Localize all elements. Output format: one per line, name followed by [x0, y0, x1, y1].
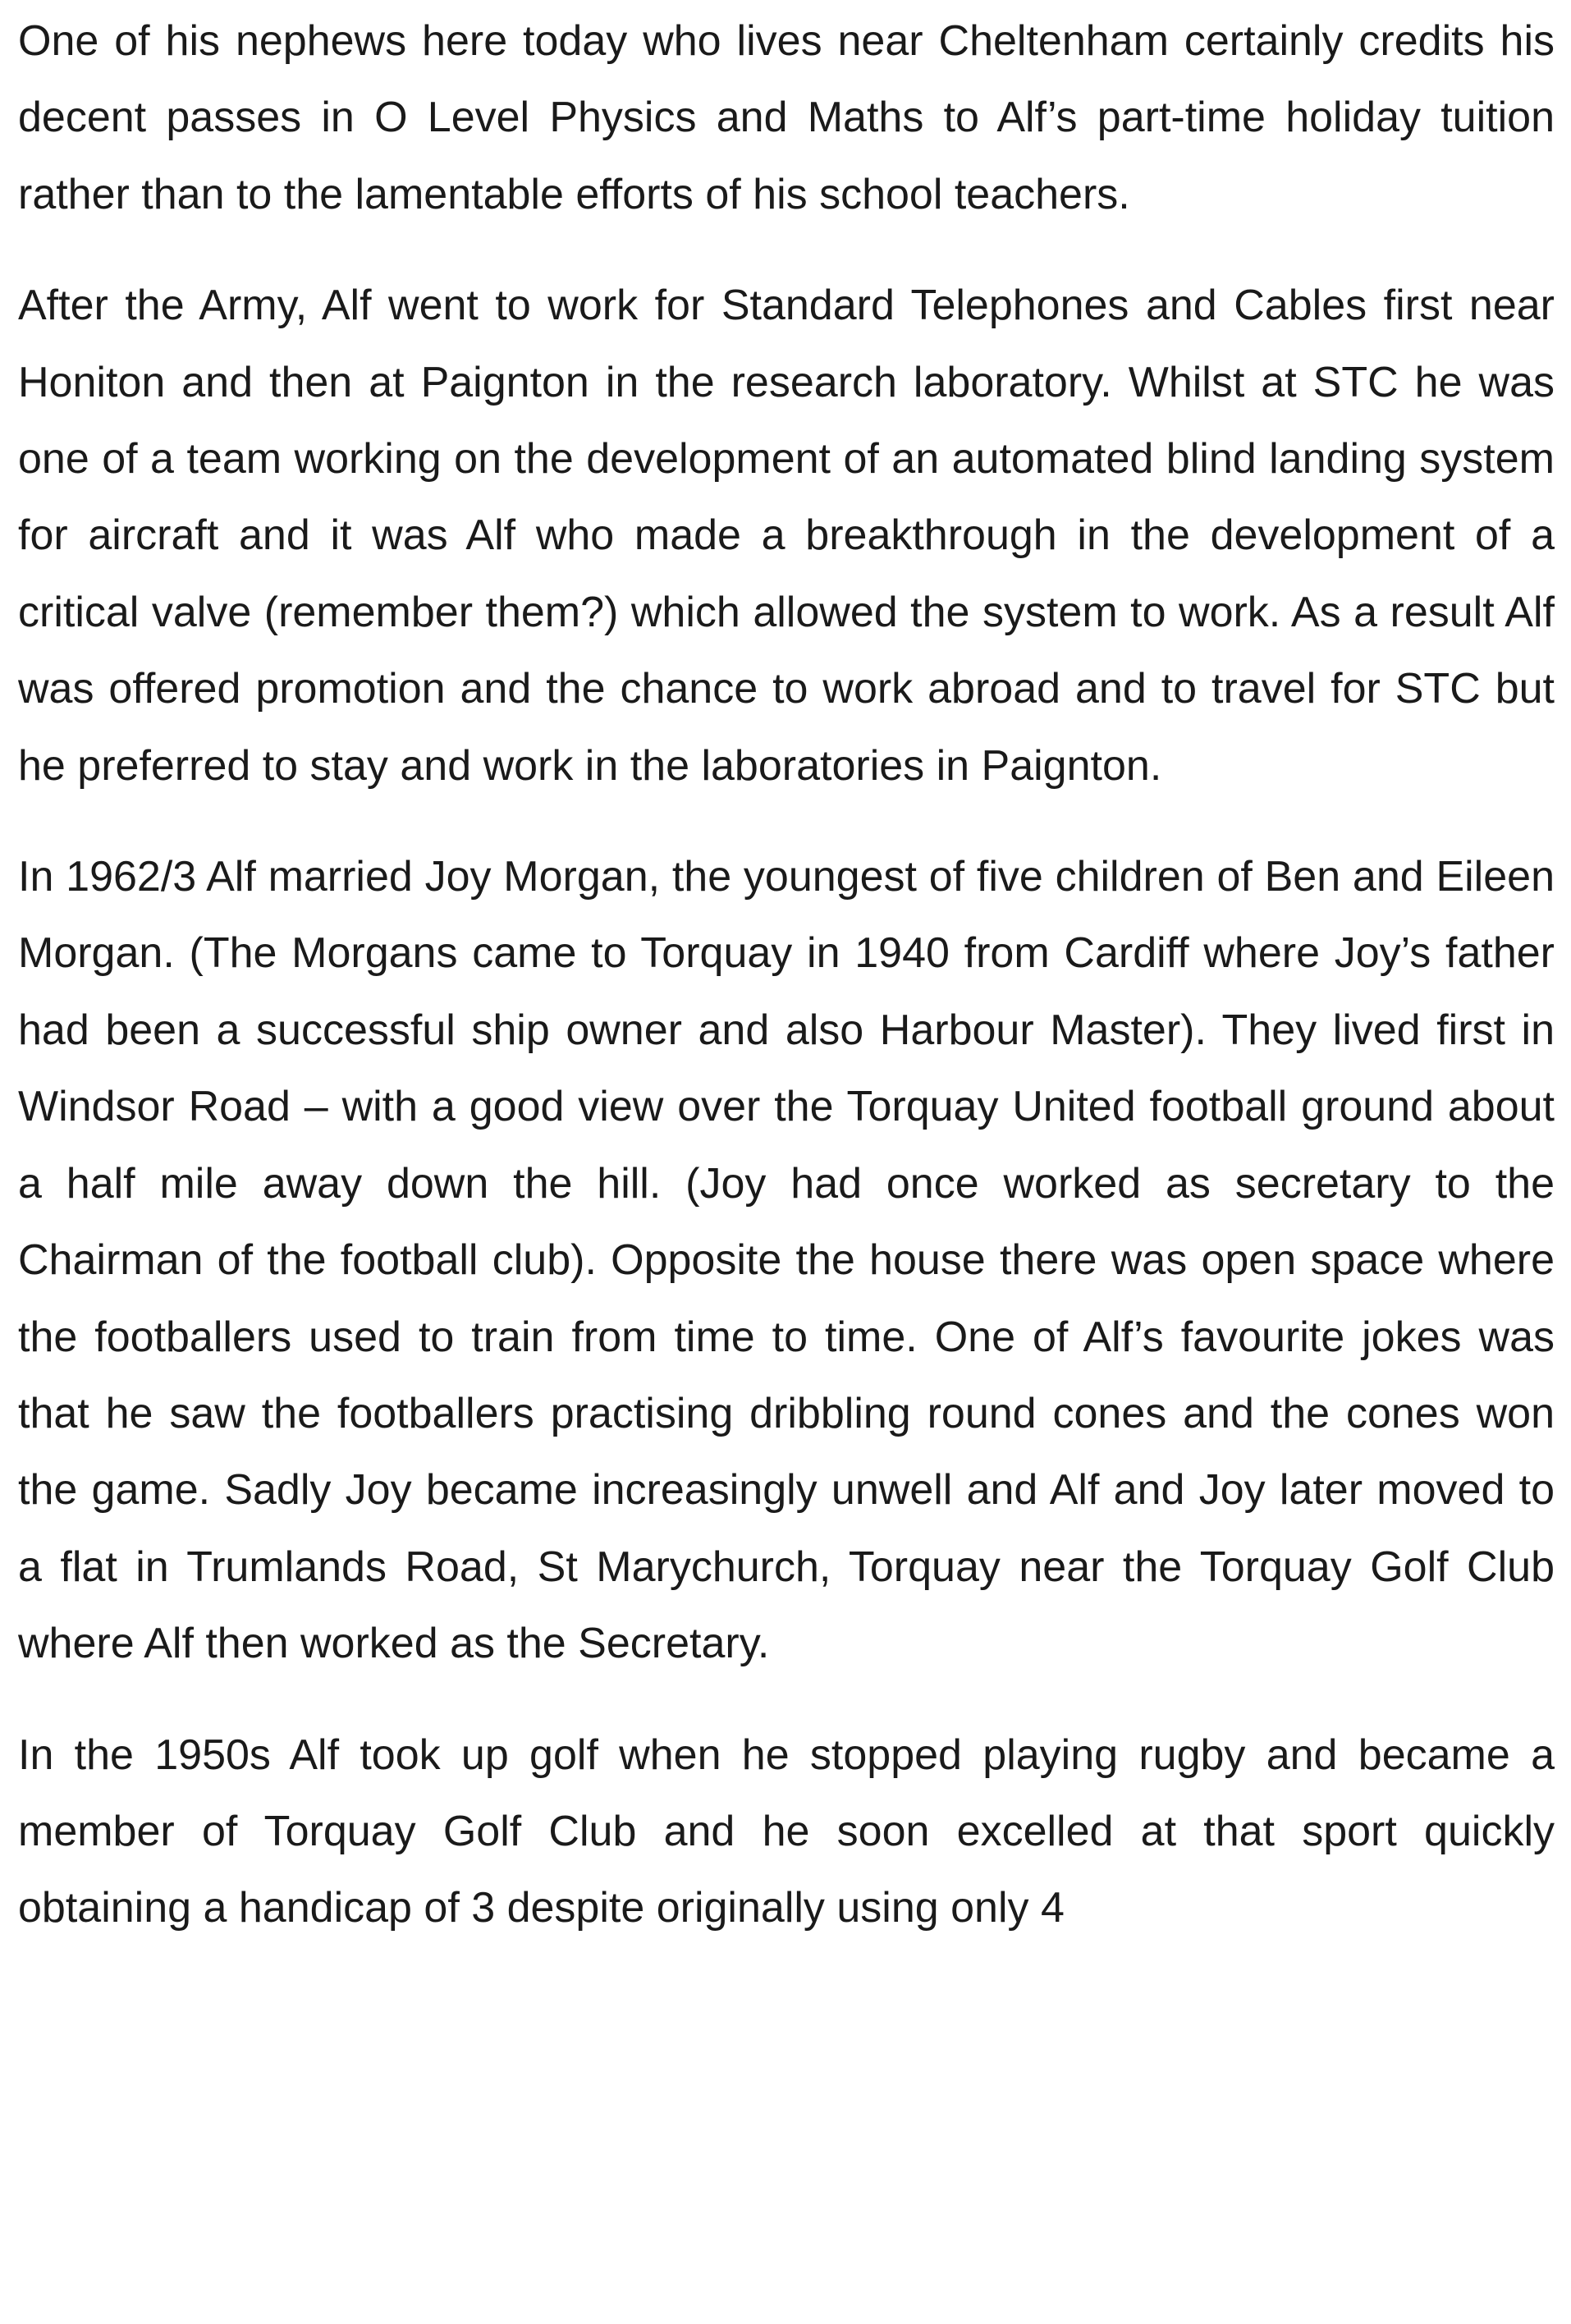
document-body [18, 3, 1555, 1947]
paragraph-marriage: In 1962/3 Alf married Joy Morgan, the youngest of five children of Ben and Eileen Morgan. (The Morgans came to Torquay in 1940 from Cardiff where Joy’s father had been a successful ship owner and also Harbour Master). They lived first in Windsor Road – with a good view over the Torquay United football ground about a half mile away down the hill. (Joy had once worked as secretary to the Chairman of the football club). Opposite the house there was open space where the footballers used to train from time to time. One of Alf’s favourite jokes was that he saw the footballers practising dribbling round cones and the cones won the game. Sadly Joy became increasingly unwell and Alf and Joy later moved to a flat in Trumlands Road, St Marychurch, Torquay near the Torquay Golf Club where Alf then worked as the Secretary. [18, 853, 1555, 1668]
paragraph-nephew-tuition: One of his nephews here today who lives near Cheltenham certainly credits his decent passes in O Level Physics and Maths to Alf’s part-time holiday tuition rather than to the lamentable efforts of his school teachers. [18, 17, 1555, 218]
paragraph-stc-career: After the Army, Alf went to work for Standard Telephones and Cables first near Honiton and then at Paignton in the research laboratory. Whilst at STC he was one of a team working on the development of an automated blind landing system for aircraft and it was Alf who made a breakthrough in the development of a critical valve (remember them?) which allowed the system to work. As a result Alf was offered promotion and the chance to work abroad and to travel for STC but he preferred to stay and work in the laboratories in Paignton. [18, 282, 1555, 790]
paragraph-golf: In the 1950s Alf took up golf when he stopped playing rugby and became a member of Torquay Golf Club and he soon excelled at that sport quickly obtaining a handicap of 3 despite originally using only 4 [18, 1730, 1555, 1932]
